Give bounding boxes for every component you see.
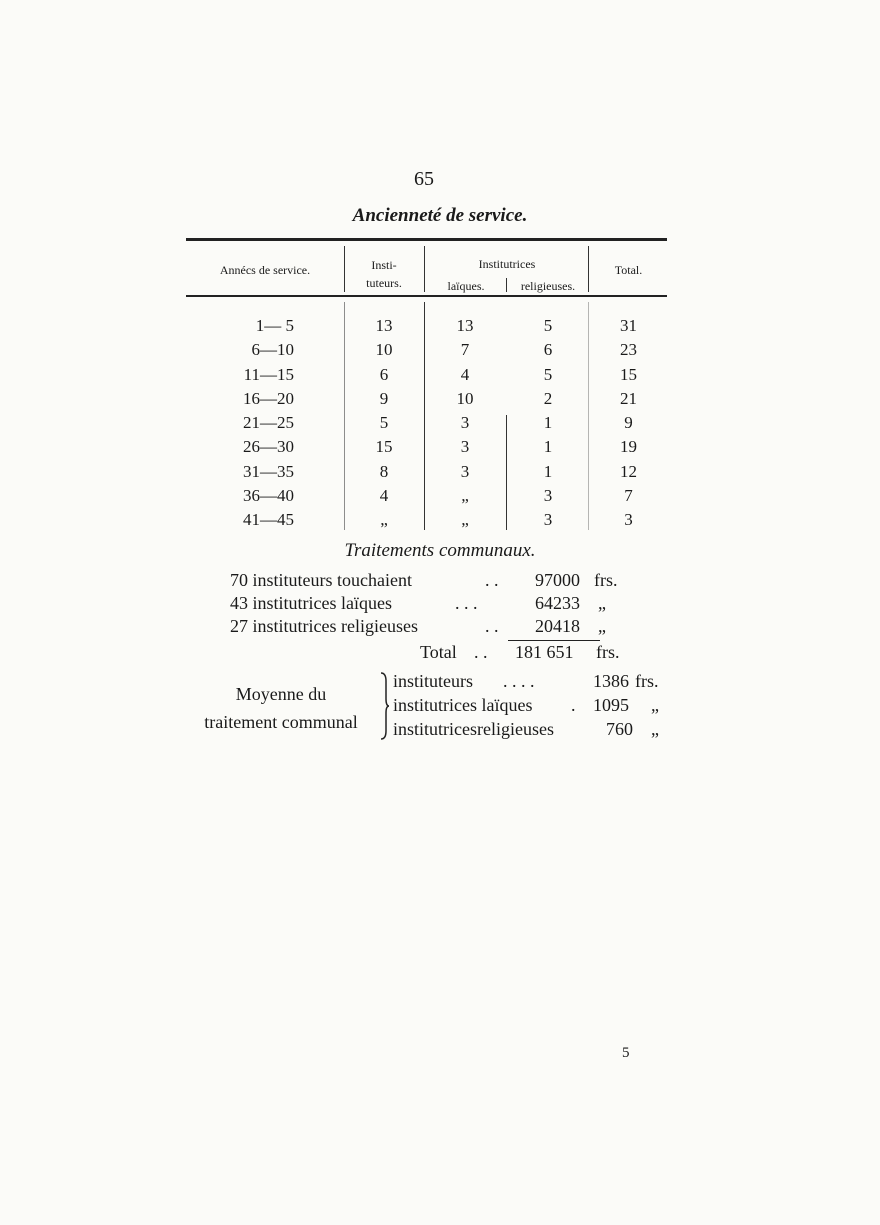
cell-laiques: „ bbox=[461, 510, 469, 530]
header-instituteurs bbox=[346, 258, 422, 290]
header-religieuses: religieuses. bbox=[520, 279, 576, 293]
salary-row bbox=[230, 569, 650, 592]
cell-laiques: 3 bbox=[460, 413, 470, 433]
cell-relig: 3 bbox=[543, 510, 553, 530]
table-row bbox=[186, 338, 667, 362]
salary-unit: „ bbox=[598, 593, 606, 613]
cell-total: 9 bbox=[624, 413, 633, 433]
average-item-label: institutricesreligieuses bbox=[393, 719, 554, 739]
cell-relig: 3 bbox=[543, 486, 553, 506]
average-item-unit: „ bbox=[651, 695, 659, 715]
cell-laiques: 4 bbox=[460, 364, 470, 384]
total-label: Total bbox=[420, 642, 457, 662]
header-total: Total. bbox=[614, 263, 643, 277]
cell-total: 3 bbox=[624, 510, 633, 530]
cell-relig: 1 bbox=[543, 437, 553, 457]
cell-total: 12 bbox=[620, 461, 637, 481]
header-institutrices: Institutrices bbox=[478, 257, 536, 271]
cell-total: 7 bbox=[624, 486, 633, 506]
cell-laiques: 13 bbox=[456, 316, 474, 335]
average-list bbox=[393, 670, 678, 742]
cell-inst: 5 bbox=[379, 413, 389, 433]
cell-laiques: „ bbox=[461, 486, 469, 506]
average-label bbox=[186, 680, 376, 736]
table-row bbox=[186, 435, 667, 459]
column-divider bbox=[588, 246, 589, 292]
cell-relig: 5 bbox=[543, 364, 553, 384]
cell-inst: 8 bbox=[379, 461, 389, 481]
header-instituteurs-line1: Insti- bbox=[371, 258, 397, 272]
cell-years: 1— 5 bbox=[255, 316, 294, 335]
salary-dots: . . . bbox=[455, 593, 478, 613]
total-amount: 181 651 bbox=[515, 642, 574, 662]
header-years: Annécs de service. bbox=[219, 263, 311, 277]
cell-years: 26—30 bbox=[243, 437, 294, 457]
average-row bbox=[393, 718, 678, 742]
average-label-line2: traitement communal bbox=[204, 712, 358, 732]
cell-laiques: 10 bbox=[456, 388, 474, 408]
average-item-dots: . bbox=[571, 695, 576, 715]
average-label-line1: Moyenne du bbox=[235, 684, 327, 704]
table-row bbox=[186, 460, 667, 484]
table-body bbox=[186, 314, 667, 533]
table-row bbox=[186, 508, 667, 532]
cell-relig: 1 bbox=[543, 461, 553, 481]
cell-inst: 6 bbox=[379, 364, 389, 384]
salary-row bbox=[230, 592, 650, 615]
column-divider bbox=[424, 246, 425, 292]
average-item-label: institutrices laïques bbox=[393, 695, 533, 715]
average-item-amount: 1095 bbox=[593, 695, 629, 715]
average-item-label: instituteurs bbox=[393, 671, 473, 691]
table-header-rule bbox=[186, 295, 667, 297]
header-instituteurs-line2: tuteurs. bbox=[366, 276, 402, 290]
brace-icon bbox=[378, 671, 390, 741]
total-unit: frs. bbox=[596, 642, 620, 662]
average-item-unit: „ bbox=[651, 719, 659, 739]
cell-years: 31—35 bbox=[243, 461, 294, 481]
salary-row bbox=[230, 615, 650, 638]
salary-dots: . . bbox=[485, 570, 499, 590]
total-dots: . . bbox=[474, 642, 488, 662]
cell-years: 6—10 bbox=[251, 340, 294, 360]
salary-amount: 64233 bbox=[535, 593, 580, 613]
cell-years: 21—25 bbox=[243, 413, 294, 433]
footer-mark: 5 bbox=[622, 1045, 630, 1061]
salary-label: 27 institutrices religieuses bbox=[230, 616, 418, 636]
cell-inst: 4 bbox=[379, 486, 389, 506]
page-number: 65 bbox=[414, 168, 434, 190]
average-row bbox=[393, 694, 678, 718]
average-item-amount: 760 bbox=[606, 719, 633, 739]
table-row bbox=[186, 484, 667, 508]
cell-laiques: 7 bbox=[460, 340, 470, 360]
average-row bbox=[393, 670, 678, 694]
salary-amount: 97000 bbox=[535, 570, 580, 590]
cell-years: 36—40 bbox=[243, 486, 294, 506]
subtitle: Traitements communaux. bbox=[344, 540, 536, 561]
average-item-dots: . . . . bbox=[503, 671, 535, 691]
table-top-rule bbox=[186, 238, 667, 241]
salary-unit: frs. bbox=[594, 570, 618, 590]
salary-unit: „ bbox=[598, 616, 606, 636]
cell-inst: 15 bbox=[375, 437, 393, 457]
average-item-amount: 1386 bbox=[593, 671, 629, 691]
cell-relig: 6 bbox=[543, 340, 553, 360]
section-title: Ancienneté de service. bbox=[352, 205, 528, 226]
cell-inst: 9 bbox=[379, 388, 389, 408]
salary-label: 43 institutrices laïques bbox=[230, 593, 392, 613]
table-row bbox=[186, 387, 667, 411]
cell-inst: 10 bbox=[375, 340, 393, 360]
cell-total: 23 bbox=[620, 340, 637, 360]
column-divider bbox=[506, 278, 507, 292]
average-item-unit: frs. bbox=[635, 671, 659, 691]
cell-total: 15 bbox=[620, 364, 637, 384]
cell-total: 31 bbox=[620, 316, 637, 335]
cell-years: 16—20 bbox=[243, 388, 294, 408]
cell-inst: „ bbox=[380, 510, 388, 530]
cell-relig: 1 bbox=[543, 413, 553, 433]
salary-list bbox=[230, 569, 650, 638]
cell-total: 21 bbox=[620, 388, 637, 408]
cell-years: 41—45 bbox=[243, 510, 294, 530]
cell-inst: 13 bbox=[375, 316, 393, 335]
cell-relig: 2 bbox=[543, 388, 553, 408]
cell-years: 11—15 bbox=[243, 364, 294, 384]
header-laiques: laïques. bbox=[447, 279, 485, 293]
table-row bbox=[186, 363, 667, 387]
salary-dots: . . bbox=[485, 616, 499, 636]
table-row bbox=[186, 411, 667, 435]
salary-amount: 20418 bbox=[535, 616, 580, 636]
cell-relig: 5 bbox=[543, 316, 553, 335]
cell-laiques: 3 bbox=[460, 437, 470, 457]
total-row bbox=[420, 641, 660, 664]
cell-total: 19 bbox=[620, 437, 637, 457]
cell-laiques: 3 bbox=[460, 461, 470, 481]
table-row bbox=[186, 314, 667, 338]
column-divider bbox=[344, 246, 345, 292]
salary-label: 70 instituteurs touchaient bbox=[230, 570, 412, 590]
